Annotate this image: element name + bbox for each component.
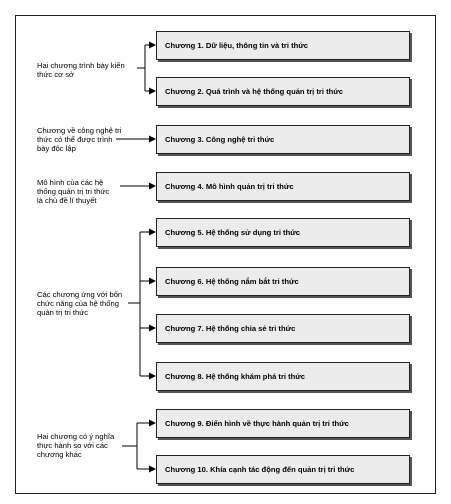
group-1-description: Hai chương trình bày kiến thức cơ sở	[37, 61, 125, 79]
chapter-box-10: Chương 10. Khía cạnh tác động đến quản trị tri thức	[156, 455, 410, 484]
group-4-description: Các chương ứng với bốn chức năng của hệ thống quản trị tri thức	[37, 290, 123, 317]
chapter-box-2: Chương 2. Quá trình và hệ thống quản trị tri thức	[156, 77, 410, 106]
group-5-description: Hai chương có ý nghĩa thực hành so với các chương khác	[37, 432, 115, 459]
group-3-description: Mô hình của các hệ thống quản trị tri thức là chủ đề lí thuyết	[37, 178, 110, 205]
chapter-box-8: Chương 8. Hệ thống khám phá tri thức	[156, 362, 410, 391]
bracket-group-1	[137, 45, 145, 91]
chapter-box-3: Chương 3. Công nghệ tri thức	[156, 125, 410, 154]
chapter-box-4: Chương 4. Mô hình quản trị tri thức	[156, 172, 410, 201]
chapter-box-6: Chương 6. Hệ thống nắm bắt tri thức	[156, 267, 410, 296]
group-2-description: Chương về công nghệ tri thức có thể được trình bày độc lập	[37, 126, 122, 153]
chapter-box-5: Chương 5. Hệ thống sử dụng tri thức	[156, 218, 410, 247]
bracket-group-4	[128, 232, 140, 376]
chapter-box-7: Chương 7. Hệ thống chia sẻ tri thức	[156, 314, 410, 343]
chapter-box-9: Chương 9. Điển hình về thực hành quản trị tri thức	[156, 409, 410, 438]
chapter-box-1: Chương 1. Dữ liệu, thông tin và tri thức	[156, 31, 410, 60]
bracket-group-5	[122, 423, 137, 469]
